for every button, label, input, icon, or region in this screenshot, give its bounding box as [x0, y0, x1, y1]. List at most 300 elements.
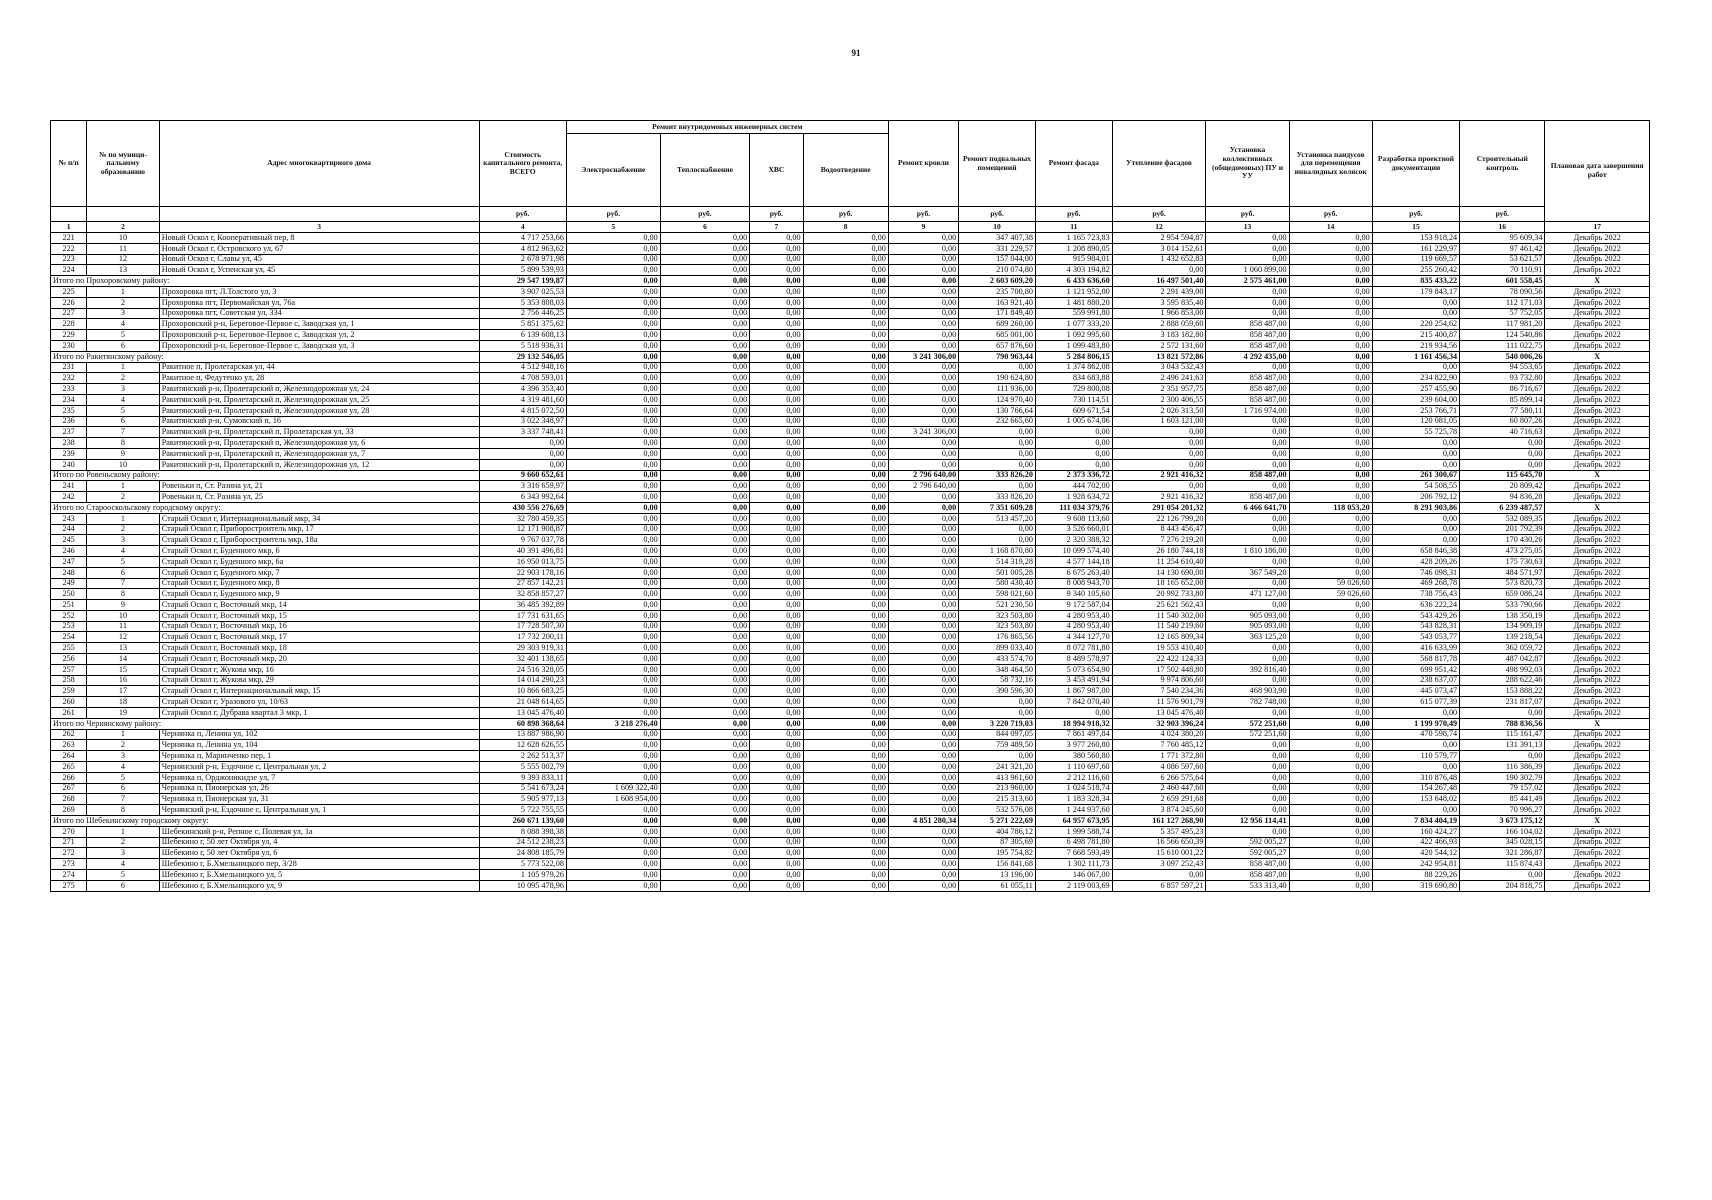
cell: 0,00 — [803, 308, 888, 319]
subtotal-label: Итого по Ракитянскому району: — [51, 351, 480, 362]
cell: 0,00 — [750, 589, 803, 600]
registry-table — [50, 120, 1650, 892]
cell: 858 487,00 — [1206, 859, 1289, 870]
column-number: 17 — [1545, 222, 1650, 233]
cell: 445 073,47 — [1372, 686, 1459, 697]
cell: 0,00 — [959, 708, 1036, 719]
cell: 4 024 380,20 — [1112, 729, 1206, 740]
unit-cell: руб. — [888, 207, 958, 222]
cell: 1 867 987,00 — [1035, 686, 1112, 697]
cell: 2 119 003,69 — [1035, 880, 1112, 891]
cell: 0,00 — [803, 783, 888, 794]
cell: 0,00 — [750, 481, 803, 492]
address-cell: Старый Оскол г, Жукова мкр, 29 — [159, 675, 479, 686]
cell: 275 — [51, 880, 87, 891]
address-cell: Ракитянский р-н, Сумовский п, 16 — [159, 416, 479, 427]
cell: 19 — [87, 708, 159, 719]
cell: 291 054 201,32 — [1112, 502, 1206, 513]
cell: Декабрь 2022 — [1545, 880, 1650, 891]
column-number: 14 — [1289, 222, 1372, 233]
cell: 0,00 — [1112, 870, 1206, 881]
cell: 0,00 — [566, 578, 660, 589]
cell: 0,00 — [1206, 783, 1289, 794]
cell: 0,00 — [888, 794, 958, 805]
cell: 0,00 — [803, 330, 888, 341]
cell: 0,00 — [660, 546, 750, 557]
cell: 532 089,35 — [1460, 513, 1545, 524]
unit-cell: руб. — [1289, 207, 1372, 222]
cell: 0,00 — [1289, 351, 1372, 362]
cell: 0,00 — [660, 751, 750, 762]
table-row — [51, 546, 1650, 557]
cell: 2 026 313,50 — [1112, 405, 1206, 416]
cell: 905 093,00 — [1206, 621, 1289, 632]
cell: 0,00 — [750, 535, 803, 546]
cell: 0,00 — [1206, 481, 1289, 492]
cell: 7 — [87, 794, 159, 805]
registry-sheet — [50, 120, 1650, 892]
cell: 580 430,40 — [959, 578, 1036, 589]
cell: 0,00 — [959, 438, 1036, 449]
cell: 0,00 — [1206, 535, 1289, 546]
cell: 469 268,78 — [1372, 578, 1459, 589]
cell: 513 457,20 — [959, 513, 1036, 524]
cell: 0,00 — [750, 502, 803, 513]
cell: 0,00 — [660, 308, 750, 319]
cell: 0,00 — [1112, 481, 1206, 492]
cell: 0,00 — [1372, 762, 1459, 773]
cell: 0,00 — [750, 826, 803, 837]
cell: 115 161,47 — [1460, 729, 1545, 740]
cell: 0,00 — [750, 805, 803, 816]
cell: 10 — [87, 233, 159, 244]
cell: 0,00 — [660, 621, 750, 632]
cell: 615 077,39 — [1372, 697, 1459, 708]
cell: 0,00 — [1206, 438, 1289, 449]
cell: 7 834 404,19 — [1372, 816, 1459, 827]
cell: 380 560,80 — [1035, 751, 1112, 762]
cell: 1 — [87, 513, 159, 524]
cell: 55 725,78 — [1372, 427, 1459, 438]
column-number: 13 — [1206, 222, 1289, 233]
cell: 1 302 111,73 — [1035, 859, 1112, 870]
table-row — [51, 578, 1650, 589]
cell: 0,00 — [1372, 535, 1459, 546]
cell: 0,00 — [1289, 826, 1372, 837]
cell: 0,00 — [1289, 783, 1372, 794]
cell: 4 512 948,16 — [479, 362, 566, 373]
cell: 1 005 674,06 — [1035, 416, 1112, 427]
cell: 10 866 683,25 — [479, 686, 566, 697]
cell: 0,00 — [1289, 362, 1372, 373]
cell: 0,00 — [888, 632, 958, 643]
table-row — [51, 740, 1650, 751]
table-row — [51, 632, 1650, 643]
cell: 0,00 — [566, 535, 660, 546]
cell: 0,00 — [750, 794, 803, 805]
cell: 470 598,74 — [1372, 729, 1459, 740]
table-row — [51, 686, 1650, 697]
cell: 0,00 — [750, 513, 803, 524]
address-cell: Ракитянский р-н, Пролетарский п, Железнодорожная ул, 25 — [159, 394, 479, 405]
cell: 1 — [87, 286, 159, 297]
cell: 0,00 — [803, 762, 888, 773]
cell: 2 291 439,00 — [1112, 286, 1206, 297]
cell: 0,00 — [1289, 600, 1372, 611]
cell: 543 429,26 — [1372, 610, 1459, 621]
cell: 0,00 — [888, 297, 958, 308]
cell: 0,00 — [750, 492, 803, 503]
cell: 0,00 — [660, 405, 750, 416]
cell: 40 716,63 — [1460, 427, 1545, 438]
cell: 3 — [87, 308, 159, 319]
unit-cell: руб. — [803, 207, 888, 222]
address-cell: Старый Оскол г, Буденного мкр, 7 — [159, 567, 479, 578]
address-cell: Чернянка п, Орджоникидзе ул, 7 — [159, 772, 479, 783]
cell: 858 487,00 — [1206, 870, 1289, 881]
cell: 8 088 398,38 — [479, 826, 566, 837]
cell: 224 — [51, 265, 87, 276]
cell: 592 005,27 — [1206, 848, 1289, 859]
cell: 0,00 — [803, 438, 888, 449]
cell: 0,00 — [888, 870, 958, 881]
cell: 13 — [87, 265, 159, 276]
cell: 58 732,16 — [959, 675, 1036, 686]
cell: 260 — [51, 697, 87, 708]
cell: Декабрь 2022 — [1545, 621, 1650, 632]
cell: 0,00 — [803, 816, 888, 827]
cell: 1 024 518,74 — [1035, 783, 1112, 794]
cell: 0,00 — [750, 265, 803, 276]
cell: 533 790,66 — [1460, 600, 1545, 611]
col-header: Электроснабжение — [566, 134, 660, 207]
cell: 0,00 — [750, 870, 803, 881]
cell: 0,00 — [1289, 384, 1372, 395]
cell: 2 — [87, 740, 159, 751]
cell: 0,00 — [660, 816, 750, 827]
cell: 0,00 — [803, 384, 888, 395]
cell: 0,00 — [959, 481, 1036, 492]
cell: Декабрь 2022 — [1545, 632, 1650, 643]
unit-cell: руб. — [1035, 207, 1112, 222]
cell: 0,00 — [1289, 805, 1372, 816]
unit-cell — [51, 207, 87, 222]
cell: 0,00 — [959, 427, 1036, 438]
cell: 0,00 — [803, 243, 888, 254]
table-row — [51, 805, 1650, 816]
cell: 858 487,00 — [1206, 394, 1289, 405]
cell: 501 005,28 — [959, 567, 1036, 578]
cell: 0,00 — [1289, 654, 1372, 665]
cell: 225 — [51, 286, 87, 297]
cell: 272 — [51, 848, 87, 859]
cell: 3 337 748,41 — [479, 427, 566, 438]
cell: 0,00 — [566, 481, 660, 492]
cell: 8 008 943,70 — [1035, 578, 1112, 589]
cell: 521 230,50 — [959, 600, 1036, 611]
subtotal-label: Итого по Прохоровскому району: — [51, 276, 480, 287]
table-row — [51, 880, 1650, 891]
cell: 6 266 575,64 — [1112, 772, 1206, 783]
cell: 0,00 — [803, 632, 888, 643]
cell: 0,00 — [660, 276, 750, 287]
cell: 24 512 238,23 — [479, 837, 566, 848]
address-cell: Ракитянский р-н, Пролетарский п, Железнодорожная ул, 12 — [159, 459, 479, 470]
cell: 5 — [87, 556, 159, 567]
cell: 0,00 — [803, 740, 888, 751]
cell: 0,00 — [803, 416, 888, 427]
cell: 0,00 — [660, 351, 750, 362]
table-row — [51, 481, 1650, 492]
cell: 0,00 — [1289, 870, 1372, 881]
table-row — [51, 286, 1650, 297]
cell: 5 899 539,93 — [479, 265, 566, 276]
cell: 4 086 597,60 — [1112, 762, 1206, 773]
cell: 274 — [51, 870, 87, 881]
address-cell: Старый Оскол г, Приборостроитель мкр, 18а — [159, 535, 479, 546]
cell: 0,00 — [750, 880, 803, 891]
cell: 0,00 — [566, 805, 660, 816]
cell: 4 319 481,60 — [479, 394, 566, 405]
cell: 0,00 — [750, 556, 803, 567]
cell: 0,00 — [1289, 243, 1372, 254]
cell: 0,00 — [660, 513, 750, 524]
table-row — [51, 330, 1650, 341]
cell: 57 752,05 — [1460, 308, 1545, 319]
cell: 699 951,42 — [1372, 664, 1459, 675]
cell: 53 621,57 — [1460, 254, 1545, 265]
cell: 0,00 — [803, 276, 888, 287]
cell: 235 700,80 — [959, 286, 1036, 297]
address-cell: Ровеньки п, Ст. Разина ул, 21 — [159, 481, 479, 492]
cell: 0,00 — [1289, 535, 1372, 546]
cell: 0,00 — [750, 848, 803, 859]
address-cell: Чернянский р-н, Ездочное с, Центральная ул, 1 — [159, 805, 479, 816]
cell: 4 — [87, 546, 159, 557]
cell: 0,00 — [566, 664, 660, 675]
cell: 0,00 — [1289, 319, 1372, 330]
cell: 0,00 — [1206, 448, 1289, 459]
cell: 0,00 — [888, 654, 958, 665]
cell: 4 577 144,18 — [1035, 556, 1112, 567]
table-row — [51, 513, 1650, 524]
cell: 175 730,63 — [1460, 556, 1545, 567]
cell: 234 822,90 — [1372, 373, 1459, 384]
cell: 86 716,67 — [1460, 384, 1545, 395]
cell: 0,00 — [1206, 459, 1289, 470]
cell: 858 487,00 — [1206, 330, 1289, 341]
cell: Декабрь 2022 — [1545, 848, 1650, 859]
cell: 0,00 — [1112, 459, 1206, 470]
cell: 0,00 — [750, 546, 803, 557]
cell: 5 073 654,90 — [1035, 664, 1112, 675]
cell: 0,00 — [750, 384, 803, 395]
cell: 2 572 131,60 — [1112, 340, 1206, 351]
unit-cell: руб. — [750, 207, 803, 222]
table-row — [51, 384, 1650, 395]
cell: 0,00 — [1035, 427, 1112, 438]
cell: 0,00 — [566, 621, 660, 632]
cell: 88 229,26 — [1372, 870, 1459, 881]
cell: 0,00 — [750, 567, 803, 578]
cell: 0,00 — [803, 254, 888, 265]
cell: 6 — [87, 880, 159, 891]
cell: 9 340 105,60 — [1035, 589, 1112, 600]
cell: 0,00 — [1289, 675, 1372, 686]
cell: 0,00 — [803, 351, 888, 362]
cell: 221 — [51, 233, 87, 244]
cell: 4 851 280,34 — [888, 816, 958, 827]
cell: 222 — [51, 243, 87, 254]
cell: 0,00 — [660, 362, 750, 373]
cell: 268 — [51, 794, 87, 805]
cell: 0,00 — [803, 686, 888, 697]
cell: 24 516 328,05 — [479, 664, 566, 675]
table-row — [51, 859, 1650, 870]
cell: 0,00 — [566, 589, 660, 600]
cell: 915 984,01 — [1035, 254, 1112, 265]
cell: 0,00 — [566, 600, 660, 611]
cell: 413 961,60 — [959, 772, 1036, 783]
cell: 2 300 406,55 — [1112, 394, 1206, 405]
cell: 0,00 — [750, 330, 803, 341]
cell: 6 — [87, 416, 159, 427]
cell: 0,00 — [566, 373, 660, 384]
cell: 232 — [51, 373, 87, 384]
cell: 0,00 — [1289, 708, 1372, 719]
cell: 0,00 — [566, 762, 660, 773]
cell: 498 992,03 — [1460, 664, 1545, 675]
unit-cell: руб. — [959, 207, 1036, 222]
cell: 543 053,77 — [1372, 632, 1459, 643]
cell: 858 487,00 — [1206, 373, 1289, 384]
cell: 2 603 609,20 — [959, 276, 1036, 287]
cell: 834 683,88 — [1035, 373, 1112, 384]
cell: 0,00 — [566, 826, 660, 837]
cell: 0,00 — [660, 254, 750, 265]
cell: 685 001,00 — [959, 330, 1036, 341]
cell: 6 — [87, 783, 159, 794]
cell: 3 — [87, 751, 159, 762]
cell: 0,00 — [888, 405, 958, 416]
address-cell: Старый Оскол г, Буденного мкр, 6 — [159, 546, 479, 557]
cell: 5 773 522,08 — [479, 859, 566, 870]
cell: 9 393 833,11 — [479, 772, 566, 783]
cell: 18 994 918,32 — [1035, 718, 1112, 729]
cell: 0,00 — [1206, 233, 1289, 244]
cell: 0,00 — [1289, 664, 1372, 675]
cell: 93 732,80 — [1460, 373, 1545, 384]
address-cell: Чернянка п, Маринченко пер, 1 — [159, 751, 479, 762]
cell: 0,00 — [660, 610, 750, 621]
cell: 265 — [51, 762, 87, 773]
cell: 0,00 — [888, 708, 958, 719]
cell: 0,00 — [1289, 330, 1372, 341]
cell: 0,00 — [888, 362, 958, 373]
cell: 0,00 — [750, 308, 803, 319]
cell: 0,00 — [660, 286, 750, 297]
cell: 22 903 178,16 — [479, 567, 566, 578]
cell: 2 — [87, 837, 159, 848]
cell: 2 262 513,37 — [479, 751, 566, 762]
cell: 10 — [87, 610, 159, 621]
cell: 0,00 — [566, 459, 660, 470]
cell: 60 807,26 — [1460, 416, 1545, 427]
address-cell: Шебекино г, 50 лет Октября ул, 4 — [159, 837, 479, 848]
cell: 32 401 138,65 — [479, 654, 566, 665]
cell: Декабрь 2022 — [1545, 254, 1650, 265]
cell: 905 093,00 — [1206, 610, 1289, 621]
cell: 0,00 — [750, 448, 803, 459]
address-cell: Старый Оскол г, Уразового ул, 10/63 — [159, 697, 479, 708]
cell: 2 796 640,00 — [888, 470, 958, 481]
cell: 4 396 353,40 — [479, 384, 566, 395]
cell: 223 — [51, 254, 87, 265]
address-cell: Старый Оскол г, Буденного мкр, 6а — [159, 556, 479, 567]
cell: 0,00 — [888, 600, 958, 611]
cell: 29 132 546,05 — [479, 351, 566, 362]
cell: 0,00 — [566, 243, 660, 254]
address-cell: Старый Оскол г, Восточный мкр, 20 — [159, 654, 479, 665]
cell: 0,00 — [803, 340, 888, 351]
cell: 0,00 — [660, 632, 750, 643]
col-header: Ремонт подвальных помещений — [959, 121, 1036, 207]
cell: 2 — [87, 373, 159, 384]
cell: 0,00 — [803, 513, 888, 524]
cell: 160 424,27 — [1372, 826, 1459, 837]
cell: 0,00 — [660, 233, 750, 244]
cell: 0,00 — [750, 740, 803, 751]
cell: 4 — [87, 394, 159, 405]
cell: 0,00 — [888, 535, 958, 546]
col-header: Теплоснабжение — [660, 134, 750, 207]
cell: 0,00 — [566, 708, 660, 719]
cell: 0,00 — [660, 880, 750, 891]
cell: 0,00 — [1289, 416, 1372, 427]
address-cell: Шебекино г, Б.Хмельницкого ул, 9 — [159, 880, 479, 891]
table-row — [51, 567, 1650, 578]
cell: 0,00 — [566, 675, 660, 686]
table-row — [51, 837, 1650, 848]
address-cell: Ракитное п, Федутенко ул, 28 — [159, 373, 479, 384]
cell: 1 966 853,00 — [1112, 308, 1206, 319]
cell: 3 874 245,60 — [1112, 805, 1206, 816]
cell: Декабрь 2022 — [1545, 233, 1650, 244]
cell: 1 771 372,80 — [1112, 751, 1206, 762]
cell: 14 — [87, 654, 159, 665]
cell: 0,00 — [750, 751, 803, 762]
cell: 16 566 650,39 — [1112, 837, 1206, 848]
cell: 0,00 — [750, 762, 803, 773]
cell: 13 196,00 — [959, 870, 1036, 881]
cell: 264 — [51, 751, 87, 762]
cell: 22 422 124,33 — [1112, 654, 1206, 665]
cell: 8 — [87, 438, 159, 449]
cell: 32 858 857,27 — [479, 589, 566, 600]
cell: 0,00 — [803, 556, 888, 567]
cell: 0,00 — [566, 546, 660, 557]
cell: 0,00 — [888, 664, 958, 675]
cell: 2 921 416,32 — [1112, 492, 1206, 503]
subtotal-row — [51, 816, 1650, 827]
cell: 420 544,12 — [1372, 848, 1459, 859]
address-cell: Шебекино г, Б.Хмельницкого ул, 5 — [159, 870, 479, 881]
cell: 0,00 — [566, 859, 660, 870]
cell: 0,00 — [566, 448, 660, 459]
cell: 0,00 — [888, 438, 958, 449]
cell: 0,00 — [750, 340, 803, 351]
cell: 0,00 — [803, 502, 888, 513]
